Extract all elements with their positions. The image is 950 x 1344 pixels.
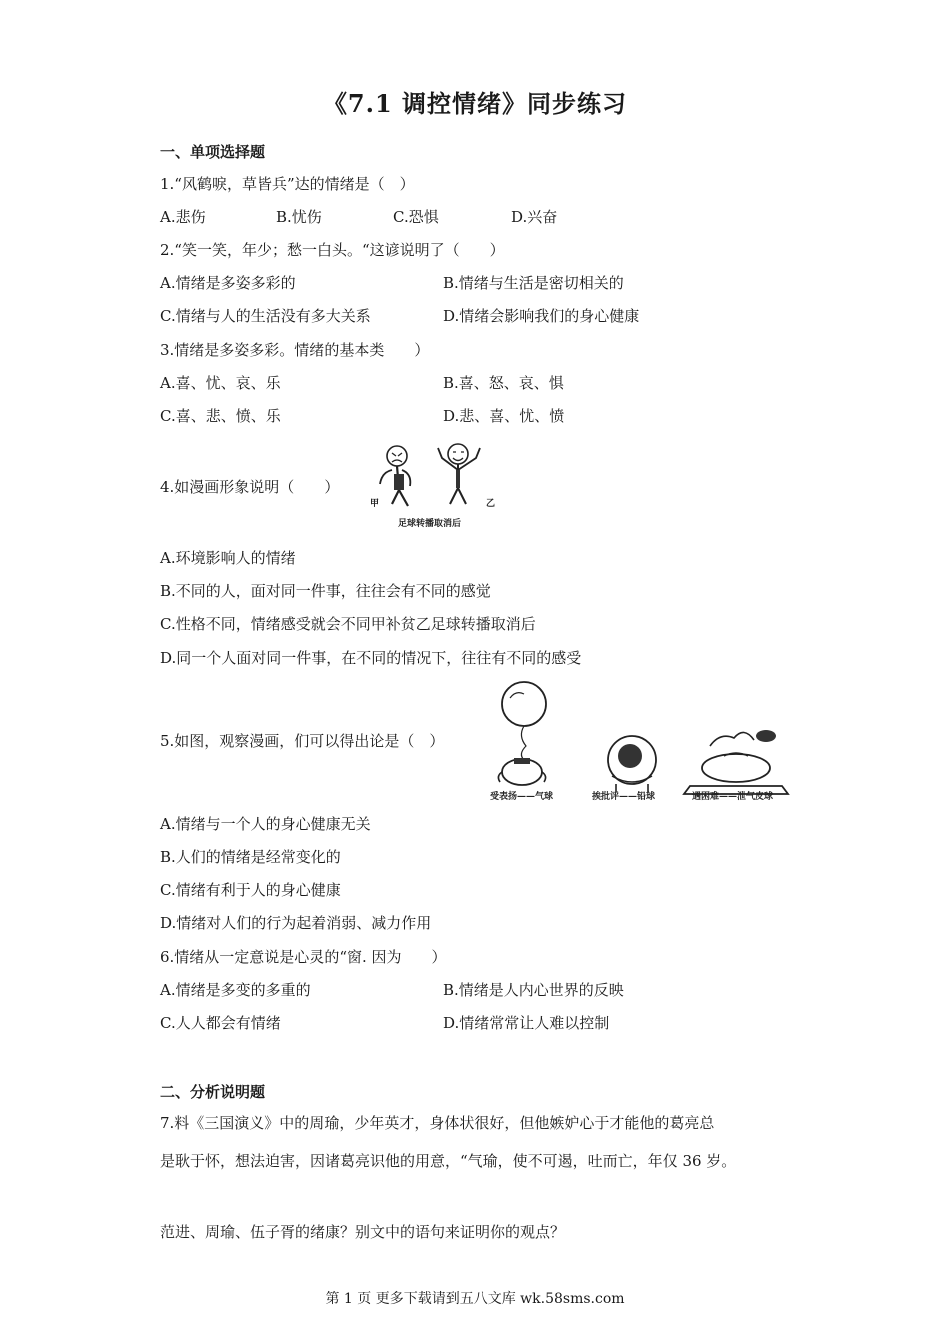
- page-footer: 第 1 页 更多下载请到五八文库 wk.58sms.com: [325, 1291, 625, 1307]
- question-3-option-c: C.喜、悲、愤、乐: [160, 407, 281, 425]
- balloon-caption-praise: 受表扬——气球: [490, 792, 554, 802]
- question-6-option-b: B.情绪是人内心世界的反映: [443, 981, 624, 999]
- question-1-stem: 1.“风鹤唳，草皆兵”达的情绪是（ ）: [160, 175, 415, 193]
- page-title: 《7.1 调控情绪》同步练习: [322, 89, 628, 118]
- emotion-balloons-image: [484, 676, 804, 806]
- question-4-option-a: A.环境影响人的情绪: [160, 549, 296, 567]
- question-2-option-b: B.情绪与生活是密切相关的: [443, 274, 624, 292]
- question-3-option-d: D.悲、喜、忧、愤: [443, 407, 565, 425]
- question-4-option-d: D.同一个人面对同一件事，在不同的情况下，往往有不同的感受: [160, 649, 582, 667]
- balloon-caption-difficulty: 遇困难——泄气皮球: [692, 792, 774, 802]
- question-2-option-c: C.情绪与人的生活没有多大关系: [160, 307, 371, 325]
- question-1-option-c: C.恐惧: [393, 208, 439, 226]
- balloon-caption-criticism: 挨批评——铅球: [592, 792, 656, 802]
- football-cartoon-image: [368, 436, 498, 532]
- question-3-option-a: A.喜、忧、哀、乐: [160, 374, 281, 392]
- question-1-option-a: A.悲伤: [160, 208, 206, 226]
- question-6-stem: 6.情绪从一定意说是心灵的“窗. 因为 ）: [160, 948, 447, 966]
- question-7-paragraph-line-2: 是耿于怀，想法迫害，因诸葛亮识他的用意，“气瑜，使不可遏，吐而亡，年仅 36 岁。: [160, 1152, 737, 1170]
- cartoon-label-yi: 乙: [486, 499, 496, 509]
- question-5-stem: 5.如图，观察漫画，们可以得出论是（ ）: [160, 732, 445, 750]
- section-heading-single-choice: 一、单项选择题: [160, 143, 266, 161]
- question-4-option-b: B.不同的人，面对同一件事，往往会有不同的感觉: [160, 582, 491, 600]
- question-5-option-b: B.人们的情绪是经常变化的: [160, 848, 341, 866]
- question-6-option-d: D.情绪常常让人难以控制: [443, 1014, 610, 1032]
- question-3-option-b: B.喜、怒、哀、惧: [443, 374, 564, 392]
- question-3-stem: 3.情绪是多姿多彩。情绪的基本类 ）: [160, 341, 430, 359]
- question-1-option-d: D.兴奋: [511, 208, 558, 226]
- question-6-option-c: C.人人都会有情绪: [160, 1014, 281, 1032]
- cartoon-caption: 足球转播取消后: [398, 519, 462, 529]
- question-2-option-a: A.情绪是多姿多彩的: [160, 274, 296, 292]
- question-5-option-a: A.情绪与一个人的身心健康无关: [160, 815, 371, 833]
- question-4-stem: 4.如漫画形象说明（ ）: [160, 478, 340, 496]
- question-4-option-c: C.性格不同，情绪感受就会不同甲补贫乙足球转播取消后: [160, 615, 536, 633]
- question-7-paragraph-line-1: 7.料《三国演义》中的周瑜，少年英才，身体状很好，但他嫉妒心于才能他的葛亮总: [160, 1114, 715, 1132]
- question-5-option-c: C.情绪有利于人的身心健康: [160, 881, 341, 899]
- question-1-option-b: B.忧伤: [276, 208, 322, 226]
- section-heading-analysis: 二、分析说明题: [160, 1083, 266, 1101]
- question-2-option-d: D.情绪会影响我们的身心健康: [443, 307, 640, 325]
- question-7-prompt: 范进、周瑜、伍子胥的绪康？别文中的语句来证明你的观点？: [160, 1223, 566, 1241]
- question-2-stem: 2.“笑一笑，年少；愁一白头。“这谚说明了（ ）: [160, 241, 505, 259]
- cartoon-label-jia: 甲: [370, 499, 380, 509]
- question-6-option-a: A.情绪是多变的多重的: [160, 981, 311, 999]
- question-5-option-d: D.情绪对人们的行为起着消弱、减力作用: [160, 914, 432, 932]
